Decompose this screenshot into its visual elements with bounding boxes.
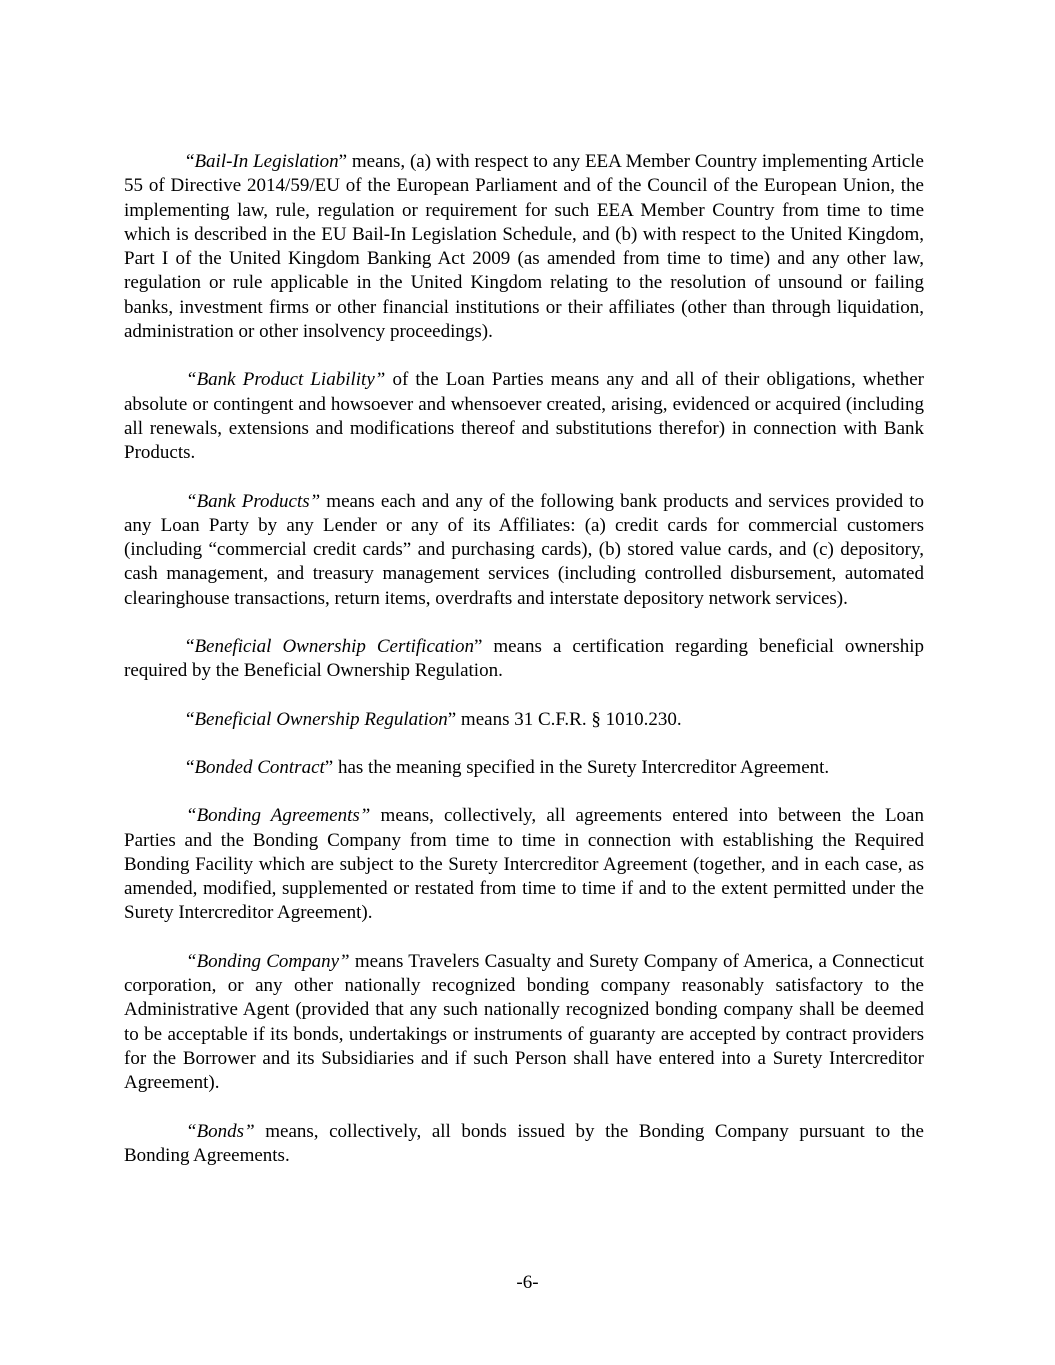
document-page <box>124 150 924 1192</box>
close-quote: ” <box>473 636 483 658</box>
defined-term: Bonded Contract <box>194 756 325 778</box>
defined-term: Bail-In Legislation <box>194 151 339 172</box>
defined-term: “Bonding Company” <box>186 950 350 972</box>
defined-term: “Bonds” <box>186 1120 255 1142</box>
definition-text: means, (a) with respect to any EEA Member Country implementing Article 55 of Directive 2014/59/EU of the European Parliament and of the Council of the European Union, the implementing law, rule, regulation or requirement for such EEA Member Country from time to time which is described in the EU Bail-In Legislation Schedule, and (b) with respect to the United Kingdom, Part I of the United Kingdom Banking Act 2009 (as amended from time to time) and any other law, regulation or rule applicable in the United Kingdom relating to the resolution of unsound or failing banks, investment firms or other financial institutions or their affiliates (other than through liquidation, administration or other insolvency proceedings). <box>124 151 924 343</box>
open-quote: “ <box>186 708 195 730</box>
definition-bonds <box>124 1120 924 1169</box>
close-quote: ” <box>338 151 348 172</box>
definition-text: of the Loan Parties means any and all of their obligations, whether absolute or contingent and howsoever and whensoever created, arising, evidenced or acquired (including all renewals, extensions and modifications thereof and substitutions therefor) in connection with Bank Products. <box>124 369 925 464</box>
definition-text: means 31 C.F.R. § 1010.230. <box>456 708 682 730</box>
definition-text: has the meaning specified in the Surety Intercreditor Agreement. <box>333 756 830 778</box>
definition-text: means Travelers Casualty and Surety Company of America, a Connecticut corporation, or any other nationally recognized bonding company reasonably satisfactory to the Administrative Agent (provided that any such nationally recognized bonding company shall be deemed to be acceptable if its bonds, undertakings or instruments of guaranty are accepted by contract providers for the Borrower and its Subsidiaries and if such Person shall have entered into a Surety Intercreditor Agreement). <box>124 950 924 1094</box>
definition-bonded-contract <box>124 756 924 780</box>
close-quote: ” <box>447 708 457 730</box>
definition-bail-in-legislation <box>124 150 924 344</box>
definition-text: means a certification regarding beneficial ownership required by the Beneficial Ownership Regulation. <box>124 636 924 682</box>
definition-beneficial-ownership-regulation <box>124 708 924 732</box>
defined-term: Beneficial Ownership Regulation <box>194 708 448 730</box>
definition-bonding-agreements <box>124 804 924 925</box>
open-quote: “ <box>186 756 195 778</box>
definition-bank-products <box>124 490 924 611</box>
definition-bonding-company <box>124 950 924 1096</box>
defined-term: “Bank Product Liability” <box>186 369 386 391</box>
page-number: -6- <box>516 1272 539 1293</box>
defined-term: “Bonding Agreements” <box>186 805 371 827</box>
definition-text: means, collectively, all agreements entered into between the Loan Parties and the Bonding Company from time to time in connection with establishing the Required Bonding Facility which are subject to the Surety Intercreditor Agreement (together, and in each case, as amended, modified, supplemented or restated from time to time if and to the extent permitted under the Surety Intercreditor Agreement). <box>124 805 924 924</box>
open-quote: “ <box>186 151 195 172</box>
defined-term: “Bank Products” <box>186 490 321 512</box>
definition-text: means each and any of the following bank products and services provided to any Loan Party by any Lender or any of its Affiliates: (a) credit cards for commercial customers (including “commercial credit cards” and purchasing cards), (b) stored value cards, and (c) depository, cash management, and treasury management services (including controlled disbursement, automated clearinghouse transactions, return items, overdrafts and interstate depository network services). <box>124 490 924 609</box>
defined-term: Beneficial Ownership Certification <box>194 636 474 658</box>
definition-beneficial-ownership-certification <box>124 635 924 684</box>
open-quote: “ <box>186 636 195 658</box>
definition-bank-product-liability <box>124 368 924 465</box>
close-quote: ” <box>324 756 334 778</box>
definition-text: means, collectively, all bonds issued by the Bonding Company pursuant to the Bonding Agreements. <box>124 1120 924 1166</box>
